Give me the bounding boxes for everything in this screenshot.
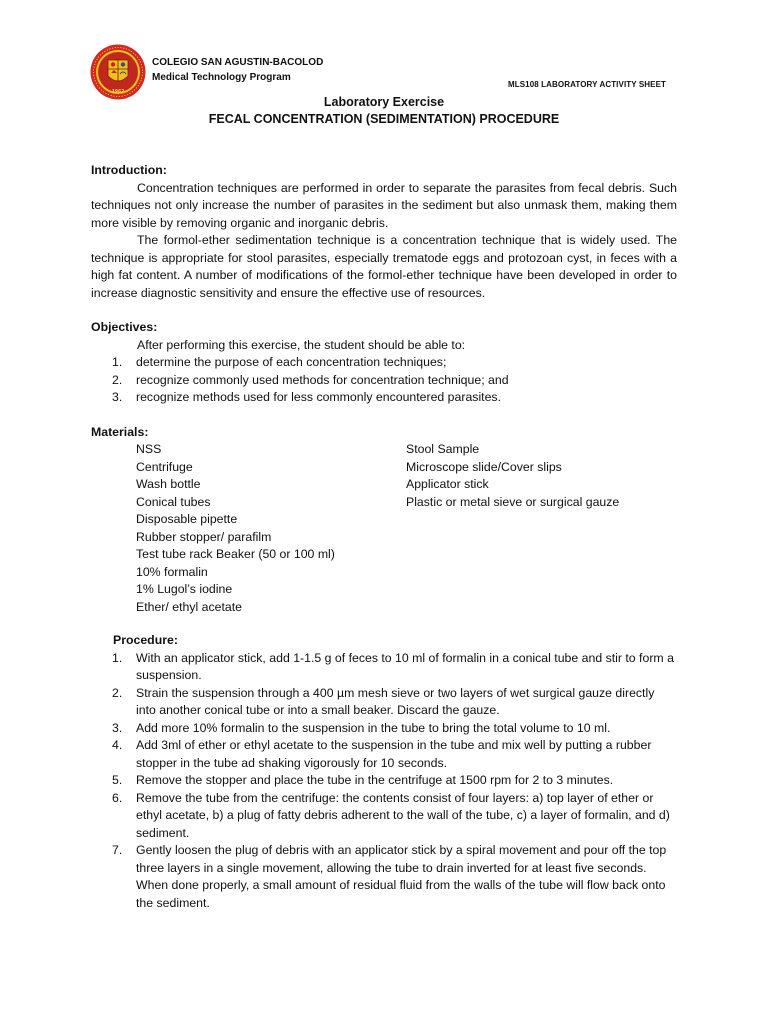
procedure-steps [91,650,677,913]
list-item: 6. Remove the tube from the centrifuge: the contents consist of four layers: a) top layer of ether or ethyl acetate, b) a plug of fatty debris adherent to the wall of the tube, c) a layer of formalin, and d) sediment. [112,790,670,840]
document-body [91,162,677,912]
list-item: 3. Add more 10% formalin to the suspension in the tube to bring the total volume to 10 ml. [112,720,611,735]
list-item: Applicator stick [406,477,489,491]
list-item: 4. Add 3ml of ether or ethyl acetate to the suspension in the tube and mix well by putting a rubber stopper in the tube ad shaking vigorously for 10 seconds. [112,738,652,770]
list-item: 2. recognize commonly used methods for concentration technique; and [112,372,509,387]
activity-sheet-label: MLS108 LABORATORY ACTIVITY SHEET [508,80,667,89]
list-item: Conical tubes [136,494,211,509]
exercise-title: Laboratory Exercise [323,95,445,109]
introduction-heading: Introduction: [91,163,167,177]
list-item: Plastic or metal sieve or surgical gauze [406,494,620,509]
list-item: Stool Sample [406,442,480,456]
list-item: 1. determine the purpose of each concentration techniques; [112,355,447,369]
list-item: Ether/ ethyl acetate [136,599,242,614]
list-item: 7. Gently loosen the plug of debris with an applicator stick by a spiral movement and pour off the top three layers in a single movement, allowing the tube to drain inverted for at least five seconds. When done properly, a small amount of residual fluid from the walls of the tube will flow back onto the sediment. [112,843,667,910]
materials-heading: Materials: [91,424,149,439]
list-item: Wash bottle [136,477,201,491]
list-item: Centrifuge [136,459,193,474]
objectives-heading: Objectives: [91,320,158,334]
introduction-paragraph-1: Concentration techniques are performed in order to separate the parasites from fecal debris. Such techniques not only increase the number of parasites in the sediment but also unmask them, making them more visible by removing organic and inorganic debris. [91,180,677,230]
list-item: Microscope slide/Cover slips [406,459,562,474]
school-seal-logo [90,44,146,100]
list-item: 3. recognize methods used for less commonly encountered parasites. [112,390,501,404]
procedure-heading: Procedure: [113,633,178,647]
list-item: NSS [136,442,162,456]
header-organization [152,55,323,85]
list-item: Disposable pipette [136,512,238,526]
list-item: Rubber stopper/ parafilm [136,529,272,544]
objectives-lead: After performing this exercise, the student should be able to: [137,337,466,352]
list-item: 1% Lugol’s iodine [136,582,233,596]
objectives-list [91,354,677,407]
materials-column-2 [406,441,686,511]
school-name: COLEGIO SAN AGUSTIN-BACOLOD [152,57,324,68]
materials-column-1 [136,441,406,616]
list-item: 5. Remove the stopper and place the tube in the centrifuge at 1500 rpm for 2 to 3 minutes. [112,773,614,787]
program-name: Medical Technology Program [152,72,291,83]
list-item: Test tube rack Beaker (50 or 100 ml) [136,547,335,561]
materials-list [91,441,677,616]
list-item: 1. With an applicator stick, add 1-1.5 g of feces to 10 ml of formalin in a conical tube and stir to form a suspension. [112,650,674,682]
procedure-title: FECAL CONCENTRATION (SEDIMENTATION) PROCEDURE [208,112,560,126]
introduction-paragraph-2: The formol-ether sedimentation technique is a concentration technique that is widely used. The technique is appropriate for stool parasites, especially trematode eggs and protozoan cyst, in feces with a high fat content. A number of modifications of the formol-ether technique have been developed in order to increase diagnostic sensitivity and ensure the effective use of resources. [91,233,677,300]
list-item: 10% formalin [136,564,208,579]
list-item: 2. Strain the suspension through a 400 µm mesh sieve or two layers of wet surgical gauze directly into another conical tube or into a small beaker. Discard the gauze. [112,685,655,717]
logo-year: 1962 [111,89,125,95]
